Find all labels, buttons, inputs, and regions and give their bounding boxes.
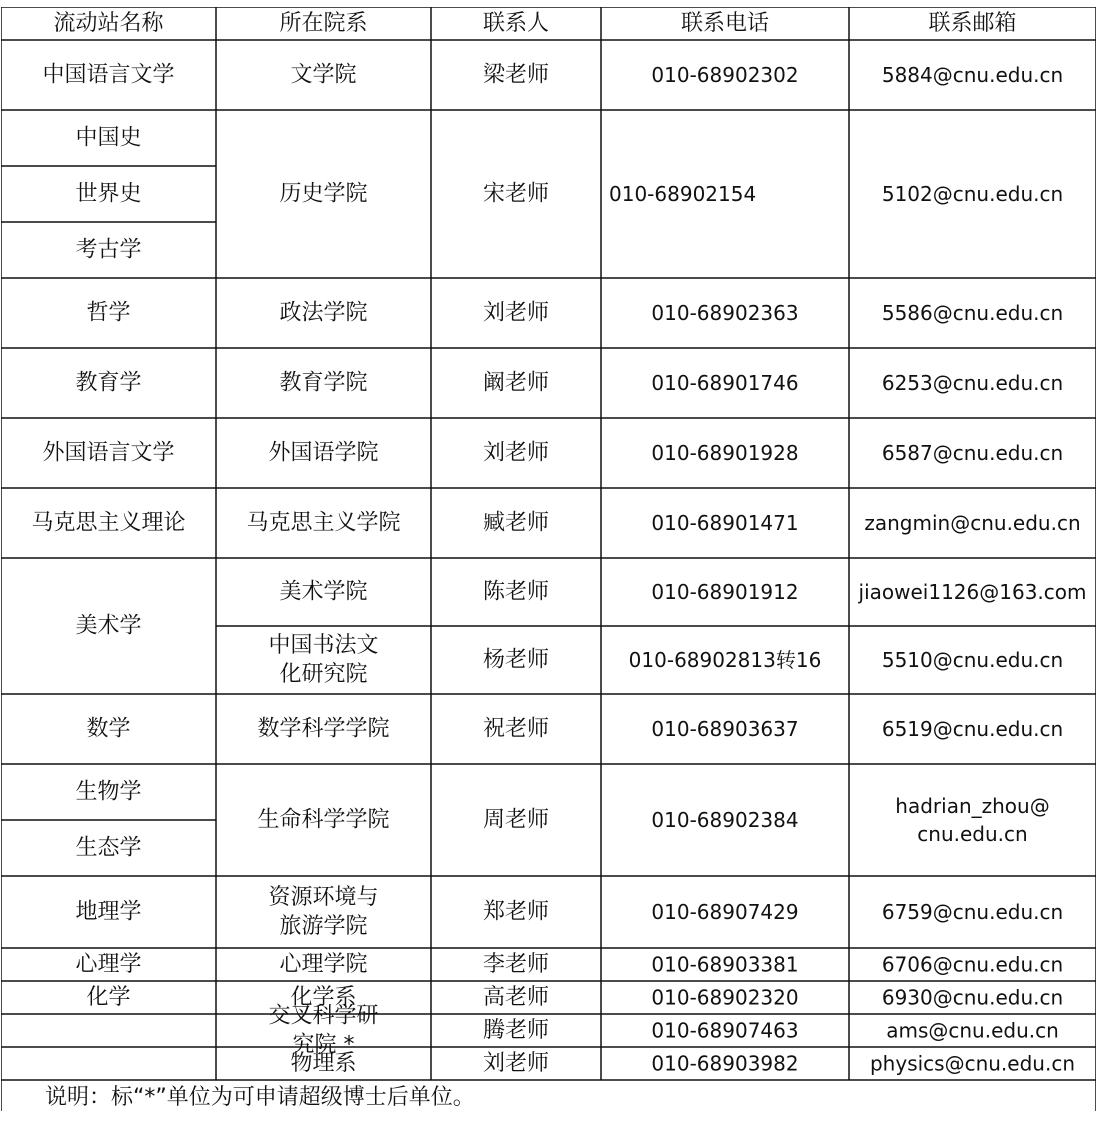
phone-number: 010-68907429 xyxy=(651,900,799,924)
email-address: 6253@cnu.edu.cn xyxy=(881,371,1064,395)
station-name: 中国语言文学 xyxy=(42,62,175,88)
email-address: 6930@cnu.edu.cn xyxy=(881,985,1064,1010)
station-name: 考古学 xyxy=(75,237,142,263)
contact-person: 李老师 xyxy=(482,952,550,977)
email-address: 6519@cnu.edu.cn xyxy=(881,717,1064,741)
contact-table xyxy=(1,7,1096,1111)
email-address: ams@cnu.edu.cn xyxy=(886,1018,1059,1043)
contact-person: 刘老师 xyxy=(482,1051,550,1076)
contact-person: 梁老师 xyxy=(482,62,550,88)
department: 物理系 xyxy=(290,1051,357,1076)
phone-number: 010-68902813转16 xyxy=(628,648,822,672)
contact-person: 陈老师 xyxy=(482,579,550,605)
header-cell: 联系电话 xyxy=(680,11,770,36)
email-address: 6759@cnu.edu.cn xyxy=(881,900,1064,924)
contact-person: 臧老师 xyxy=(482,510,550,536)
phone-number: 010-68901912 xyxy=(651,580,799,604)
phone-number: 010-68901746 xyxy=(651,371,799,395)
contact-person: 刘老师 xyxy=(482,440,550,466)
department: 化学系 xyxy=(290,985,357,1010)
station-name: 化学 xyxy=(86,985,131,1010)
contact-person: 腾老师 xyxy=(482,1018,550,1043)
email-address: jiaowei1126@163.com xyxy=(858,580,1087,604)
footnote: 说明：标“*”单位为可申请超级博士后单位。 xyxy=(45,1085,475,1110)
email-address: 6587@cnu.edu.cn xyxy=(881,441,1064,465)
phone-number: 010-68902302 xyxy=(651,63,799,87)
station-name: 马克思主义理论 xyxy=(31,510,186,536)
contact-person: 祝老师 xyxy=(482,716,550,742)
department: 中国书法文化研究院 xyxy=(268,633,379,687)
phone-number: 010-68901928 xyxy=(651,441,799,465)
department: 心理学院 xyxy=(279,952,368,977)
header-cell: 联系邮箱 xyxy=(928,11,1017,36)
department: 资源环境与旅游学院 xyxy=(268,885,379,939)
email-address: physics@cnu.edu.cn xyxy=(869,1051,1076,1076)
department: 历史学院 xyxy=(279,181,368,207)
department: 外国语学院 xyxy=(268,440,379,466)
email-address: 5510@cnu.edu.cn xyxy=(881,648,1064,672)
phone-number: 010-68903982 xyxy=(651,1051,799,1076)
contact-person: 郑老师 xyxy=(482,899,550,925)
header-cell: 联系人 xyxy=(482,11,550,36)
department: 教育学院 xyxy=(279,370,368,396)
station-name: 地理学 xyxy=(75,899,142,925)
station-name: 心理学 xyxy=(75,952,142,977)
email-address: 6706@cnu.edu.cn xyxy=(881,952,1064,977)
phone-number: 010-68902154 xyxy=(609,182,757,206)
station-name: 教育学 xyxy=(75,370,142,396)
station-name: 哲学 xyxy=(86,300,131,326)
station-name: 美术学 xyxy=(75,613,142,639)
contact-person: 杨老师 xyxy=(482,647,550,673)
email-address: 5102@cnu.edu.cn xyxy=(881,182,1064,206)
station-name: 外国语言文学 xyxy=(42,440,175,466)
department: 马克思主义学院 xyxy=(246,510,401,536)
header-cell: 所在院系 xyxy=(279,11,368,36)
phone-number: 010-68902384 xyxy=(651,808,799,832)
phone-number: 010-68902363 xyxy=(651,301,799,325)
phone-number: 010-68903637 xyxy=(651,717,799,741)
department: 数学科学学院 xyxy=(257,716,390,742)
station-name: 数学 xyxy=(86,716,131,742)
email-address: hadrian_zhou@ cnu.edu.cn xyxy=(895,794,1050,846)
contact-person: 阚老师 xyxy=(482,370,550,396)
station-name: 中国史 xyxy=(75,125,142,151)
email-address: 5586@cnu.edu.cn xyxy=(881,301,1064,325)
department: 生命科学学院 xyxy=(257,807,390,833)
contact-person: 周老师 xyxy=(482,807,550,833)
header-cell: 流动站名称 xyxy=(53,11,164,36)
department: 政法学院 xyxy=(279,300,368,326)
phone-number: 010-68907463 xyxy=(651,1018,799,1043)
station-name: 生态学 xyxy=(75,835,142,861)
phone-number: 010-68902320 xyxy=(651,985,799,1010)
contact-person: 高老师 xyxy=(482,985,550,1010)
department: 美术学院 xyxy=(279,579,368,605)
contact-person: 刘老师 xyxy=(482,300,550,326)
contact-person: 宋老师 xyxy=(482,181,550,207)
department: 交叉科学研究院 * xyxy=(268,1003,379,1058)
phone-number: 010-68903381 xyxy=(651,952,799,977)
department: 文学院 xyxy=(290,62,357,88)
email-address: zangmin@cnu.edu.cn xyxy=(864,511,1081,535)
phone-number: 010-68901471 xyxy=(651,511,799,535)
email-address: 5884@cnu.edu.cn xyxy=(881,63,1064,87)
station-name: 生物学 xyxy=(75,779,142,805)
station-name: 世界史 xyxy=(75,181,142,207)
